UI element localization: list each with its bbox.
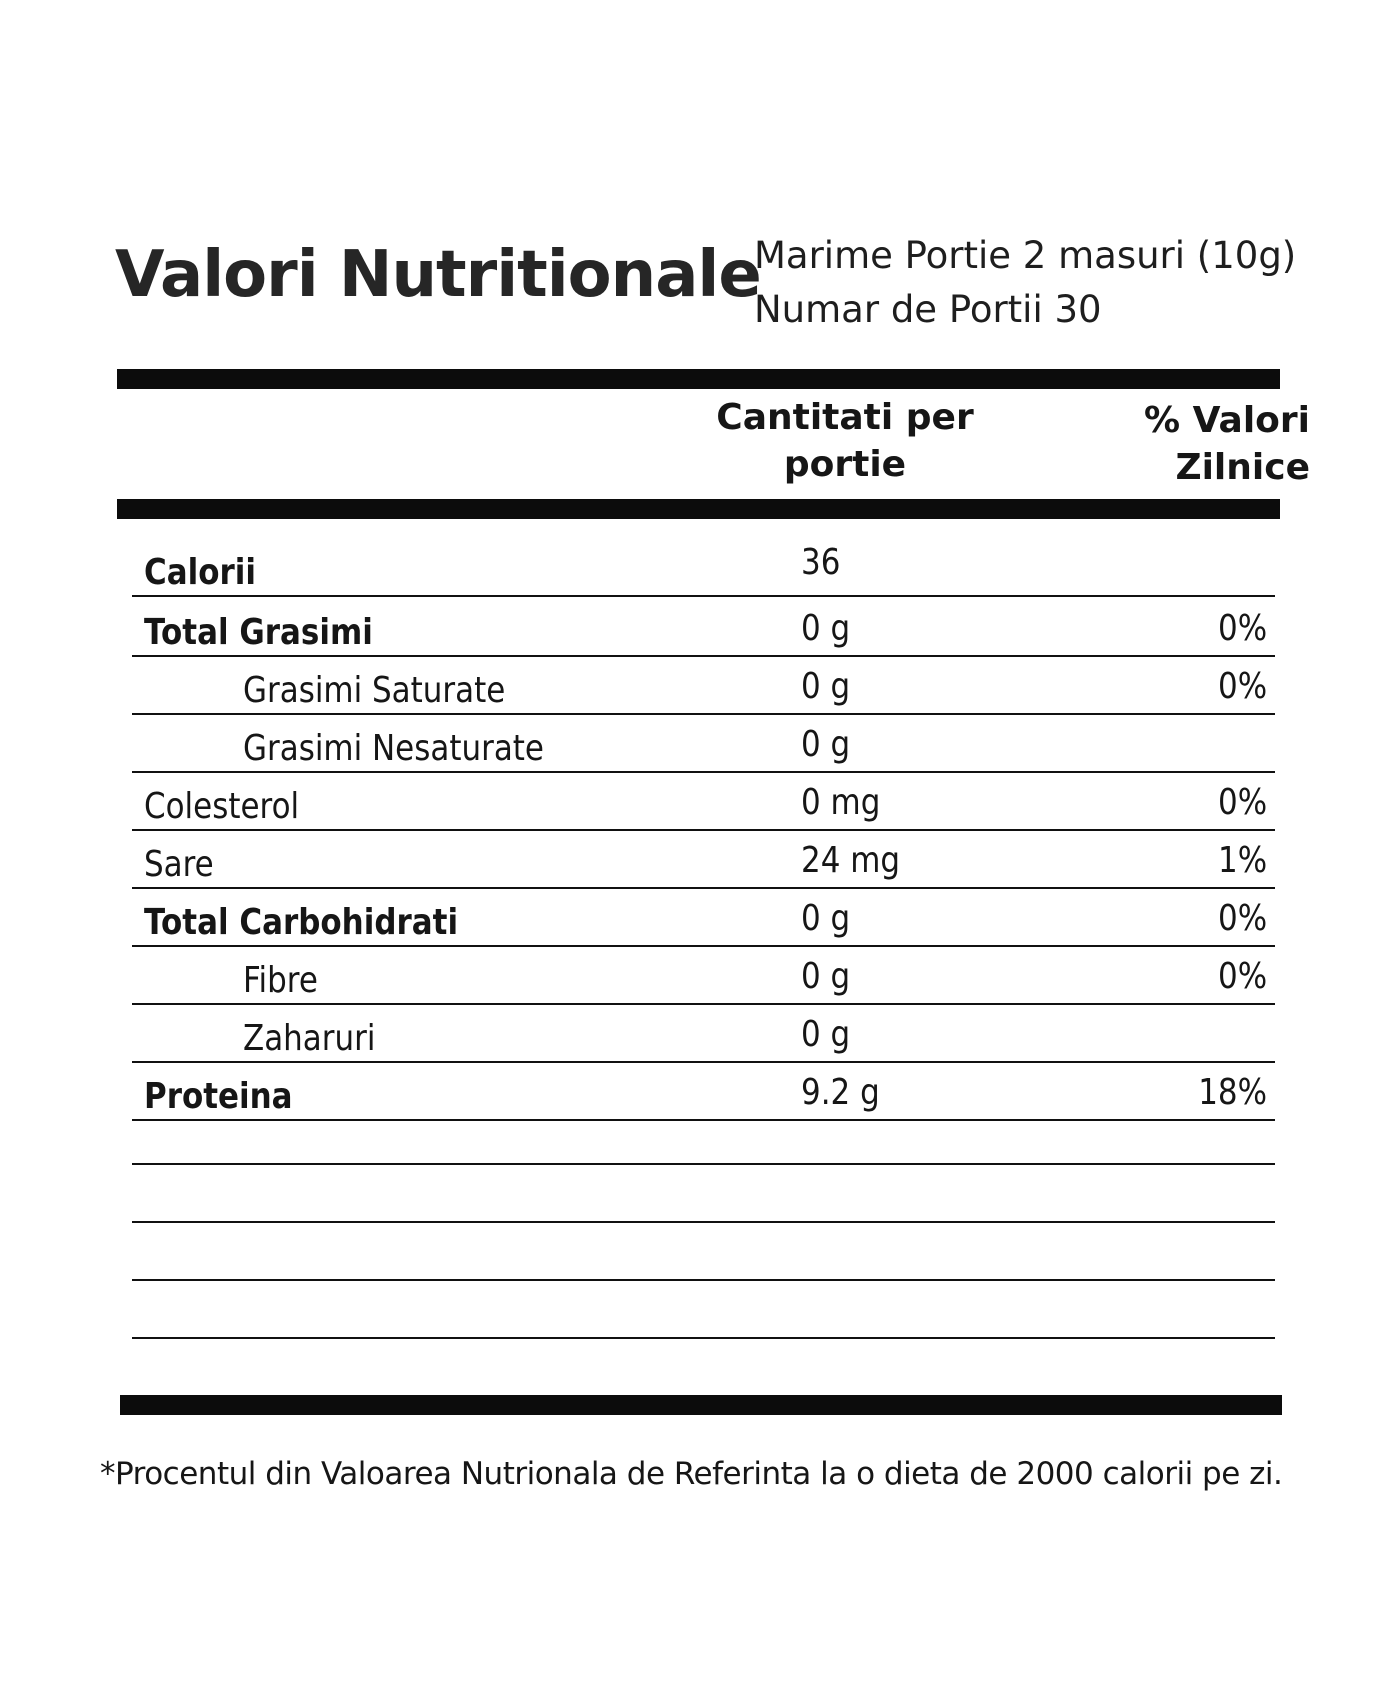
nutrient-amount: 36: [801, 542, 841, 583]
nutrient-name: Proteina: [144, 1076, 293, 1117]
nutrient-name: Fibre: [243, 960, 318, 1001]
nutrient-amount: 9.2 g: [801, 1072, 880, 1113]
serving-size: Marime Portie 2 masuri (10g): [754, 234, 1297, 277]
nutrient-row-sare: [132, 829, 1275, 889]
nutrient-amount: 0 g: [801, 956, 851, 997]
nutrient-daily-value: 0%: [1217, 608, 1267, 649]
serving-info: [754, 229, 1296, 337]
nutrient-amount: 0 g: [801, 666, 851, 707]
nutrient-daily-value: 1%: [1217, 840, 1267, 881]
nutrient-amount: 0 mg: [801, 782, 881, 823]
nutrient-name: Calorii: [144, 552, 256, 593]
nutrient-row-colesterol: [132, 771, 1275, 831]
nutrient-amount: 0 g: [801, 898, 851, 939]
nutrient-row-fibre: [132, 945, 1275, 1005]
nutrient-amount: 0 g: [801, 1014, 851, 1055]
blank-row-line: [132, 1337, 1275, 1339]
nutrient-daily-value: 0%: [1217, 898, 1267, 939]
blank-row-line: [132, 1279, 1275, 1281]
nutrient-name: Sare: [144, 844, 214, 885]
servings-count: Numar de Portii 30: [754, 288, 1102, 331]
nutrient-amount: 0 g: [801, 724, 851, 765]
nutrient-row-proteina: [132, 1061, 1275, 1121]
nutrient-name: Grasimi Nesaturate: [243, 728, 544, 769]
nutrient-row-total-grasimi: [132, 597, 1275, 657]
nutrient-row-total-carbohidrati: [132, 887, 1275, 947]
top-divider-bar: [117, 369, 1280, 389]
nutrient-amount: 24 mg: [801, 840, 901, 881]
nutrient-row-grasimi-nesaturate: [132, 713, 1275, 773]
nutrient-daily-value: 18%: [1198, 1072, 1267, 1113]
nutrient-name: Colesterol: [144, 786, 300, 827]
blank-row-line: [132, 1163, 1275, 1165]
nutrient-row-zaharuri: [132, 1003, 1275, 1063]
footnote: *Procentul din Valoarea Nutrionala de Referinta la o dieta de 2000 calorii pe zi.: [100, 1456, 1283, 1492]
nutrient-name: Zaharuri: [243, 1018, 376, 1059]
nutrient-row-grasimi-saturate: [132, 655, 1275, 715]
blank-row-line: [132, 1221, 1275, 1223]
nutrient-daily-value: 0%: [1217, 782, 1267, 823]
nutrient-name: Total Grasimi: [144, 612, 373, 653]
label-title: Valori Nutritionale: [115, 238, 761, 312]
nutrient-amount: 0 g: [801, 608, 851, 649]
daily-value-column-header: % Valori Zilnice: [1144, 400, 1310, 488]
nutrient-name: Total Carbohidrati: [144, 902, 459, 943]
header-divider-bar: [117, 499, 1280, 519]
amount-column-header: Cantitati per portie: [716, 397, 974, 485]
nutrient-daily-value: 0%: [1217, 956, 1267, 997]
nutrient-row-calorii: [132, 537, 1275, 597]
bottom-divider-bar: [120, 1395, 1282, 1415]
nutrient-daily-value: 0%: [1217, 666, 1267, 707]
nutrient-name: Grasimi Saturate: [243, 670, 506, 711]
